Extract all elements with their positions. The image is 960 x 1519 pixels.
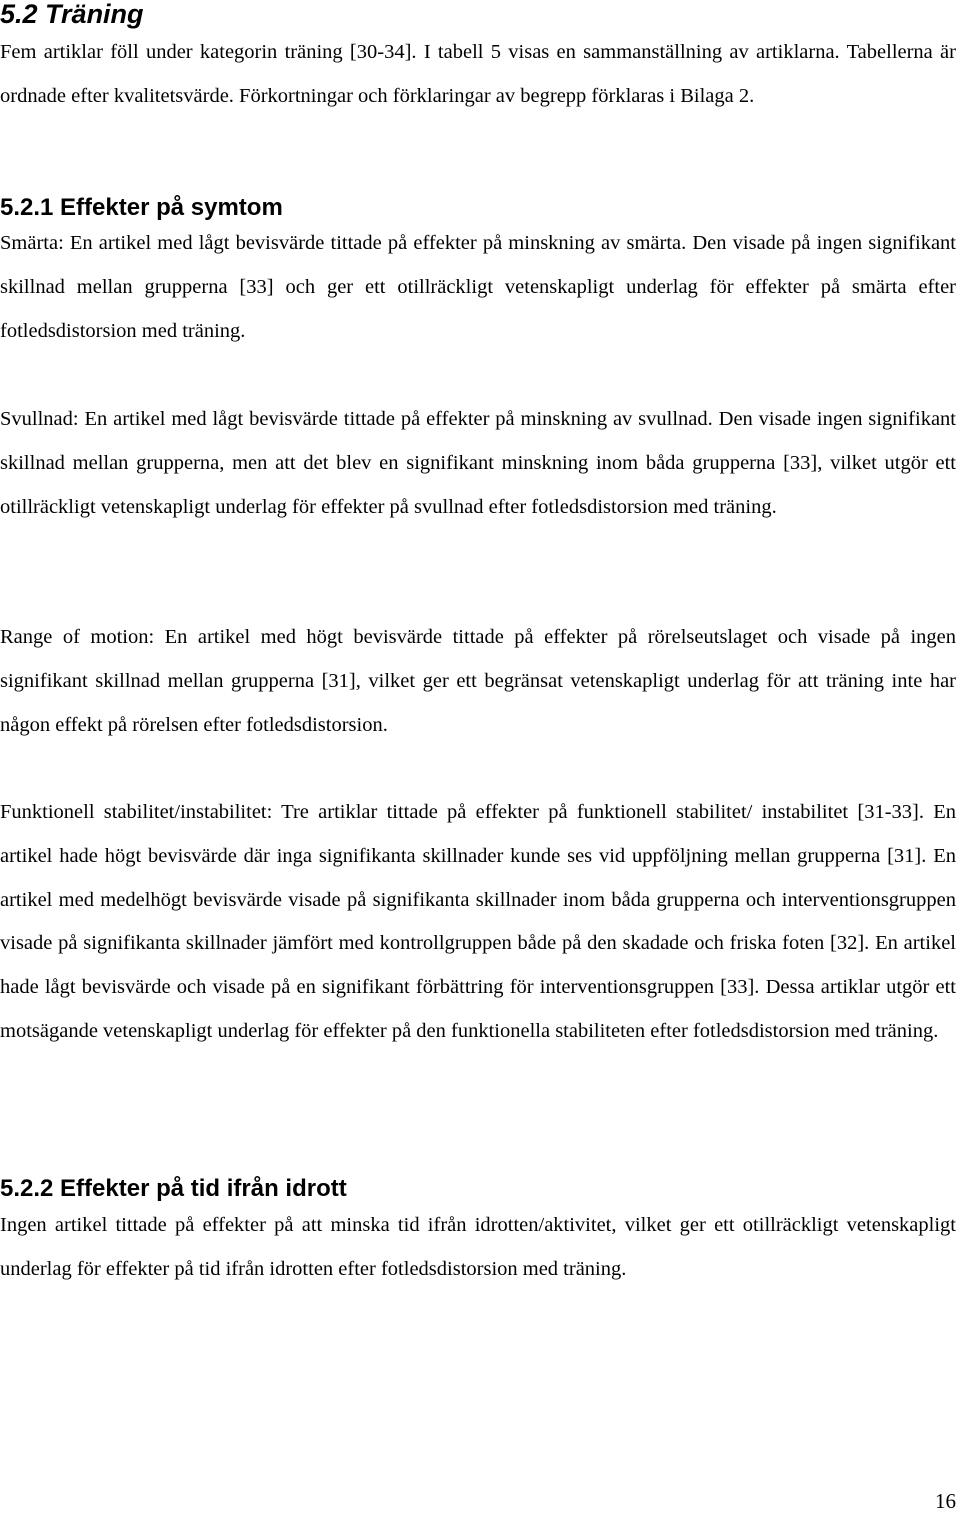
paragraph-tid-ifran-idrott: Ingen artikel tittade på effekter på att minska tid ifrån idrotten/aktivitet, vilket ger ett otillräckligt vetenskapligt underlag för effekter på tid ifrån idrotten efter fotledsdistorsion med träning. <box>0 1214 956 1280</box>
subsection-heading-tid-ifran-idrott: 5.2.2 Effekter på tid ifrån idrott <box>0 1175 347 1202</box>
paragraph-range-of-motion: Range of motion: En artikel med högt bevisvärde tittade på effekter på rörelseutslaget och visade på ingen signifikant skillnad mellan grupperna [31], vilket ger ett begränsat vetenskapligt underlag för att träning inte har någon effekt på rörelsen efter fotledsdistorsion. <box>0 626 956 736</box>
paragraph-funktionell-stabilitet: Funktionell stabilitet/instabilitet: Tre artiklar tittade på effekter på funktionell stabilitet/ instabilitet [31-33]. En artikel hade högt bevisvärde där inga signifikanta skillnader kunde ses vid uppföljning mellan grupperna [31]. En artikel med medelhögt bevisvärde visade på signifikanta skillnader inom båda grupperna och interventionsgruppen visade på signifikanta skillnader jämfört med kontrollgruppen både på den skadade och friska foten [32]. En artikel hade lågt bevisvärde och visade på en signifikant förbättring för interventionsgruppen [33]. Dessa artiklar utgör ett motsägande vetenskapligt underlag för effekter på den funktionella stabiliteten efter fotledsdistorsion med träning. <box>0 801 956 1042</box>
subsection-heading-symtom: 5.2.1 Effekter på symtom <box>0 194 283 221</box>
page-number: 16 <box>935 1489 956 1513</box>
section-intro-paragraph: Fem artiklar föll under kategorin träning [30-34]. I tabell 5 visas en sammanställning av artiklarna. Tabellerna är ordnade efter kvalitetsvärde. Förkortningar och förklaringar av begrepp förklaras i Bilaga 2. <box>0 41 956 107</box>
paragraph-smarta: Smärta: En artikel med lågt bevisvärde tittade på effekter på minskning av smärta. Den visade på ingen signifikant skillnad mellan grupperna [33] och ger ett otillräckligt vetenskapligt underlag för effekter på smärta efter fotledsdistorsion med träning. <box>0 232 956 342</box>
section-heading: 5.2 Träning <box>0 0 144 29</box>
paragraph-svullnad: Svullnad: En artikel med lågt bevisvärde tittade på effekter på minskning av svullnad. Den visade ingen signifikant skillnad mellan grupperna, men att det blev en signifikant minskning inom båda grupperna [33], vilket utgör ett otillräckligt vetenskapligt underlag för effekter på svullnad efter fotledsdistorsion med träning. <box>0 408 956 518</box>
